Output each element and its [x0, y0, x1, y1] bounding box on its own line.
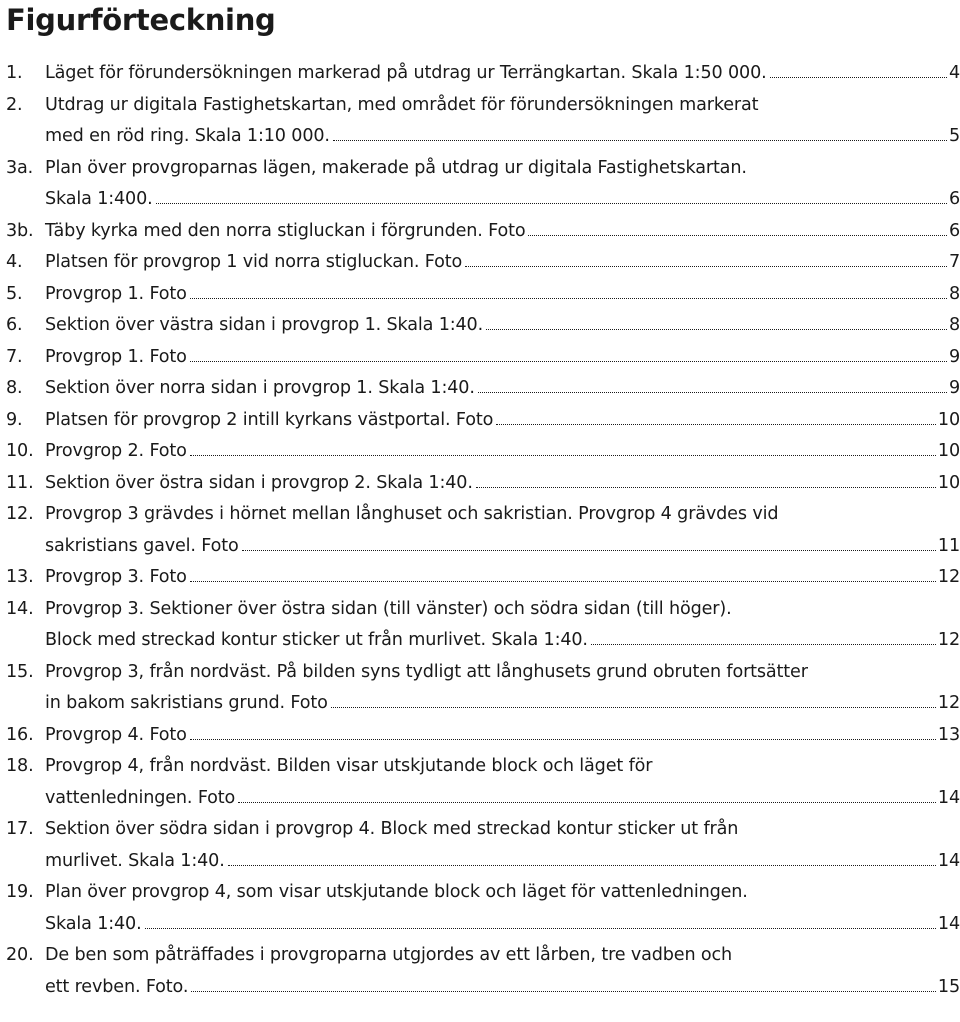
figure-number: 12.: [6, 504, 34, 524]
figure-entry[interactable]: [0, 247, 960, 279]
figure-caption: [45, 877, 960, 940]
page-number[interactable]: 9: [948, 378, 960, 398]
dot-leader: [156, 203, 947, 204]
figure-caption: [45, 499, 960, 562]
figure-entry[interactable]: [0, 468, 960, 500]
figure-number: 3a.: [6, 157, 34, 178]
figure-caption: [45, 405, 960, 437]
dot-leader: [238, 802, 936, 803]
dot-leader: [190, 455, 936, 456]
dot-leader: [528, 235, 946, 236]
caption-line: Provgrop 3 grävdes i hörnet mellan långhuset och sakristian. Provgrop 4 grävdes vid: [45, 504, 779, 524]
figure-caption: [45, 342, 960, 374]
caption-last-line: [45, 783, 960, 815]
figure-number: 9.: [6, 409, 23, 430]
dot-leader: [486, 329, 947, 330]
caption-line: Platsen för provgrop 2 intill kyrkans västportal. Foto: [45, 409, 494, 430]
dot-leader: [465, 266, 947, 267]
figure-caption: [45, 814, 960, 877]
figure-entry[interactable]: [0, 562, 960, 594]
caption-last-line: [45, 625, 960, 657]
figure-caption: [45, 279, 960, 311]
figure-entry[interactable]: [0, 279, 960, 311]
caption-line: Provgrop 1. Foto: [45, 283, 187, 304]
caption-line: Provgrop 2. Foto: [45, 441, 187, 461]
figure-entry[interactable]: [0, 499, 960, 562]
caption-last-line: [45, 373, 960, 405]
figure-entry[interactable]: [0, 657, 960, 720]
figure-entry[interactable]: [0, 90, 960, 153]
page-number[interactable]: 10: [937, 409, 960, 430]
page-number[interactable]: 12: [937, 693, 960, 713]
figure-caption: [45, 436, 960, 468]
page-number[interactable]: 9: [948, 346, 960, 367]
caption-last-line: [45, 562, 960, 594]
caption-line: med en röd ring. Skala 1:10 000.: [45, 126, 330, 146]
dot-leader: [191, 991, 936, 992]
caption-line: Provgrop 3. Sektioner över östra sidan (till vänster) och södra sidan (till höger).: [45, 598, 732, 619]
dot-leader: [476, 487, 936, 488]
page-number[interactable]: 15: [937, 976, 960, 997]
caption-last-line: [45, 468, 960, 500]
dot-leader: [228, 865, 936, 866]
caption-last-line: [45, 310, 960, 342]
figure-entry[interactable]: [0, 373, 960, 405]
figure-caption: [45, 562, 960, 594]
figure-caption: [45, 310, 960, 342]
dot-leader: [496, 424, 936, 425]
page-number[interactable]: 10: [937, 472, 960, 493]
page-number[interactable]: 6: [948, 220, 960, 241]
figure-caption: [45, 594, 960, 657]
dot-leader: [478, 392, 947, 393]
caption-last-line: [45, 909, 960, 941]
figure-entry[interactable]: [0, 310, 960, 342]
caption-last-line: [45, 972, 960, 1004]
figure-entry[interactable]: [0, 342, 960, 374]
figure-number: 10.: [6, 441, 34, 461]
dot-leader: [190, 298, 947, 299]
figure-entry[interactable]: [0, 58, 960, 90]
figure-caption: [45, 468, 960, 500]
page-number[interactable]: 8: [948, 283, 960, 304]
caption-last-line: [45, 58, 960, 90]
caption-line: De ben som påträffades i provgroparna utgjordes av ett lårben, tre vadben och: [45, 945, 733, 965]
caption-line: ett revben. Foto.: [45, 976, 189, 997]
caption-line: sakristians gavel. Foto: [45, 535, 239, 556]
figure-caption: [45, 216, 960, 248]
figure-entry[interactable]: [0, 814, 960, 877]
caption-line: Sektion över norra sidan i provgrop 1. Skala 1:40.: [45, 378, 475, 398]
caption-last-line: [45, 184, 960, 216]
caption-last-line: [45, 531, 960, 563]
caption-line: Provgrop 1. Foto: [45, 346, 187, 367]
figure-number: 2.: [6, 94, 23, 115]
caption-last-line: [45, 342, 960, 374]
figure-number: 1.: [6, 63, 23, 83]
caption-line: in bakom sakristians grund. Foto: [45, 693, 328, 713]
caption-line: Provgrop 3. Foto: [45, 567, 187, 587]
dot-leader: [242, 550, 936, 551]
figure-entry[interactable]: [0, 877, 960, 940]
dot-leader: [190, 581, 936, 582]
figure-entry[interactable]: [0, 216, 960, 248]
caption-last-line: [45, 436, 960, 468]
caption-last-line: [45, 216, 960, 248]
caption-last-line: [45, 405, 960, 437]
figure-number: 11.: [6, 472, 34, 493]
caption-last-line: [45, 688, 960, 720]
figure-number: 15.: [6, 661, 34, 682]
figure-caption: [45, 90, 960, 153]
figure-caption: [45, 373, 960, 405]
caption-line: Sektion över södra sidan i provgrop 4. Block med streckad kontur sticker ut från: [45, 819, 739, 839]
caption-line: Platsen för provgrop 1 vid norra stigluckan. Foto: [45, 252, 463, 272]
dot-leader: [333, 140, 947, 141]
figure-number: 8.: [6, 378, 23, 398]
dot-leader: [770, 77, 947, 78]
caption-line: Provgrop 4. Foto: [45, 724, 187, 745]
caption-line: Plan över provgrop 4, som visar utskjutande block och läget för vattenledningen.: [45, 882, 748, 902]
page-number[interactable]: 12: [937, 630, 960, 650]
dot-leader: [145, 928, 936, 929]
figure-entry[interactable]: [0, 436, 960, 468]
figure-number: 16.: [6, 724, 34, 745]
caption-line: Utdrag ur digitala Fastighetskartan, med området för förundersökningen markerat: [45, 94, 759, 115]
caption-line: Täby kyrka med den norra stigluckan i förgrunden. Foto: [45, 220, 526, 241]
dot-leader: [190, 361, 947, 362]
figure-number: 4.: [6, 252, 23, 272]
page-number[interactable]: 8: [948, 315, 960, 335]
page-number[interactable]: 11: [937, 535, 960, 556]
figure-number: 20.: [6, 945, 34, 965]
figure-number: 7.: [6, 346, 23, 367]
figure-number: 19.: [6, 882, 34, 902]
figure-caption: [45, 58, 960, 90]
caption-last-line: [45, 846, 960, 878]
page-number[interactable]: 7: [948, 252, 960, 272]
caption-line: Sektion över västra sidan i provgrop 1. Skala 1:40.: [45, 315, 484, 335]
page-number[interactable]: 5: [948, 126, 960, 146]
page-number[interactable]: 6: [948, 189, 960, 209]
page-number[interactable]: 12: [937, 567, 960, 587]
page-number[interactable]: 4: [948, 63, 960, 83]
figure-number: 18.: [6, 756, 34, 776]
figure-caption: [45, 153, 960, 216]
caption-line: Sektion över östra sidan i provgrop 2. Skala 1:40.: [45, 472, 473, 493]
figure-number: 17.: [6, 819, 34, 839]
caption-line: Skala 1:40.: [45, 913, 142, 934]
figure-caption: [45, 247, 960, 279]
dot-leader: [190, 739, 936, 740]
caption-line: murlivet. Skala 1:40.: [45, 850, 225, 871]
caption-line: Skala 1:400.: [45, 189, 153, 209]
figure-list: [0, 58, 960, 1003]
page-number[interactable]: 14: [937, 787, 960, 808]
dot-leader: [591, 644, 936, 645]
page-number[interactable]: 13: [937, 724, 960, 745]
caption-last-line: [45, 247, 960, 279]
figure-caption: [45, 940, 960, 1003]
caption-line: Provgrop 4, från nordväst. Bilden visar utskjutande block och läget för: [45, 756, 653, 776]
page-number[interactable]: 14: [937, 850, 960, 871]
figure-caption: [45, 720, 960, 752]
figure-number: 6.: [6, 315, 23, 335]
caption-last-line: [45, 720, 960, 752]
caption-last-line: [45, 279, 960, 311]
page-number[interactable]: 14: [937, 913, 960, 934]
caption-line: vattenledningen. Foto: [45, 787, 236, 808]
caption-last-line: [45, 121, 960, 153]
caption-line: Provgrop 3, från nordväst. På bilden syns tydligt att långhusets grund obruten fortsätter: [45, 661, 808, 682]
caption-line: Läget för förundersökningen markerad på utdrag ur Terrängkartan. Skala 1:50 000.: [45, 63, 767, 83]
caption-line: Plan över provgroparnas lägen, makerade på utdrag ur digitala Fastighetskartan.: [45, 157, 747, 178]
figure-number: 5.: [6, 283, 23, 304]
dot-leader: [331, 707, 936, 708]
figure-number: 3b.: [6, 220, 34, 241]
figure-number: 14.: [6, 598, 34, 619]
figure-entry[interactable]: [0, 751, 960, 814]
figure-entry[interactable]: [0, 405, 960, 437]
page-title: Figurförteckning: [6, 3, 276, 37]
figure-entry[interactable]: [0, 720, 960, 752]
figure-caption: [45, 657, 960, 720]
figure-entry[interactable]: [0, 594, 960, 657]
figure-entry[interactable]: [0, 153, 960, 216]
page-number[interactable]: 10: [937, 441, 960, 461]
figure-entry[interactable]: [0, 940, 960, 1003]
figure-caption: [45, 751, 960, 814]
figure-number: 13.: [6, 567, 34, 587]
caption-line: Block med streckad kontur sticker ut från murlivet. Skala 1:40.: [45, 630, 588, 650]
